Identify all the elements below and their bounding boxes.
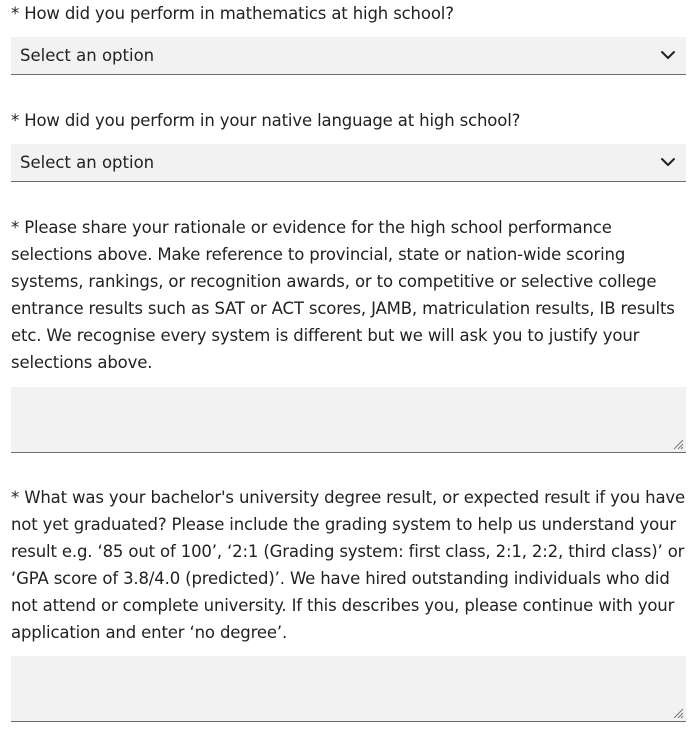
- math-performance-select[interactable]: [11, 37, 686, 75]
- chevron-down-icon: [660, 156, 676, 168]
- math-question-label: * How did you perform in mathematics at high school?: [11, 4, 454, 23]
- rationale-textarea[interactable]: [11, 387, 686, 453]
- math-select-value: Select an option: [20, 46, 155, 65]
- language-performance-select[interactable]: [11, 144, 686, 182]
- language-select-value: Select an option: [20, 153, 155, 172]
- language-question-label: * How did you perform in your native language at high school?: [11, 111, 521, 130]
- rationale-question-label: * Please share your rationale or evidence for the high school performance selections above. Make reference to provincial, state or nation-wide scoring systems, rankings, or recognition awards, or to competitive or selective college entrance results such as SAT or ACT scores, JAMB, matriculation results, IB results etc. We recognise every system is different but we will ask you to justify your selections above.: [11, 218, 675, 372]
- degree-question-label: * What was your bachelor's university degree result, or expected result if you have not yet graduated? Please include the grading system to help us understand your result e.g. ‘85 out of 100’, ‘2:1 (Grading system: first class, 2:1, 2:2, third class)’ or ‘GPA score of 3.8/4.0 (predicted)’. We have hired outstanding individuals who did not attend or complete university. If this describes you, please continue with your application and enter ‘no degree’.: [11, 488, 686, 642]
- degree-textarea[interactable]: [11, 656, 686, 722]
- resize-grip-icon[interactable]: [672, 438, 684, 450]
- chevron-down-icon: [660, 49, 676, 61]
- resize-grip-icon[interactable]: [672, 707, 684, 719]
